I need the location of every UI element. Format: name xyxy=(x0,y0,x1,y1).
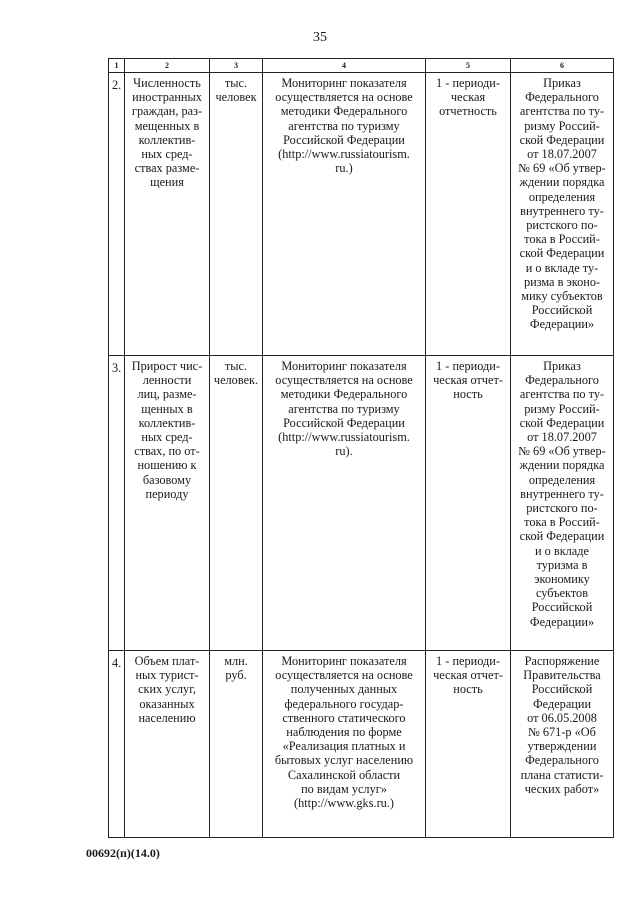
row-number: 4. xyxy=(109,651,125,838)
legal-source: Распоряжение Правительства Российской Федерации от 06.05.2008 № 671-р «Об утверждении Федерального плана статисти- ческих работ» xyxy=(511,651,614,838)
reporting-period: 1 - периоди- ческая отчет- ность xyxy=(426,356,511,651)
legal-source: Приказ Федерального агентства по ту- ризму Россий- ской Федерации от 18.07.2007 № 69 «Об утвер- ждении порядка определения внутреннего ту- ристского по- тока в Россий- ской Федерации и о вкладе ту- ризма в эконо- мику субъектов Российской Федерации» xyxy=(511,73,614,356)
page-number: 35 xyxy=(313,30,327,45)
reporting-period: 1 - периоди- ческая отчет- ность xyxy=(426,651,511,838)
indicator-name: Численность иностранных граждан, раз- мещенных в коллектив- ных сред- ствах разме- щения xyxy=(125,73,210,356)
indicator-table xyxy=(108,58,614,838)
legal-source: Приказ Федерального агентства по ту- ризму Россий- ской Федерации от 18.07.2007 № 69 «Об утвер- ждении порядка определения внутреннего ту- ристского по- тока в Россий- ской Федерации и о вкладе туризма в экономику субъектов Российской Федерации» xyxy=(511,356,614,651)
column-header: 3 xyxy=(210,59,263,73)
indicator-name: Прирост чис- ленности лиц, разме- щенных в коллектив- ных сред- ствах, по от- ношению к базовому периоду xyxy=(125,356,210,651)
monitoring-method: Мониторинг показателя осуществляется на основе методики Федерального агентства по туризму Российской Федерации (http://www.russiatourism. ru). xyxy=(263,356,426,651)
row-number: 3. xyxy=(109,356,125,651)
monitoring-method: Мониторинг показателя осуществляется на основе методики Федерального агентства по туризму Российской Федерации (http://www.russiatourism. ru.) xyxy=(263,73,426,356)
unit-of-measure: млн. руб. xyxy=(210,651,263,838)
indicator-name: Объем плат- ных турист- ских услуг, оказанных населению xyxy=(125,651,210,838)
row-number: 2. xyxy=(109,73,125,356)
table-row xyxy=(109,356,614,651)
column-header: 5 xyxy=(426,59,511,73)
reporting-period: 1 - периоди- ческая отчетность xyxy=(426,73,511,356)
table-row xyxy=(109,651,614,838)
column-header: 6 xyxy=(511,59,614,73)
column-header: 1 xyxy=(109,59,125,73)
table-row xyxy=(109,73,614,356)
unit-of-measure: тыс. человек xyxy=(210,73,263,356)
monitoring-method: Мониторинг показателя осуществляется на основе полученных данных федерального государ- ственного статического наблюдения по форме «Реализация платных и бытовых услуг населению Сахалинской области по видам услуг» (http://www.gks.ru.) xyxy=(263,651,426,838)
table-header-row xyxy=(109,59,614,73)
unit-of-measure: тыс. человек. xyxy=(210,356,263,651)
column-header: 2 xyxy=(125,59,210,73)
column-header: 4 xyxy=(263,59,426,73)
document-code: 00692(п)(14.0) xyxy=(86,846,160,860)
